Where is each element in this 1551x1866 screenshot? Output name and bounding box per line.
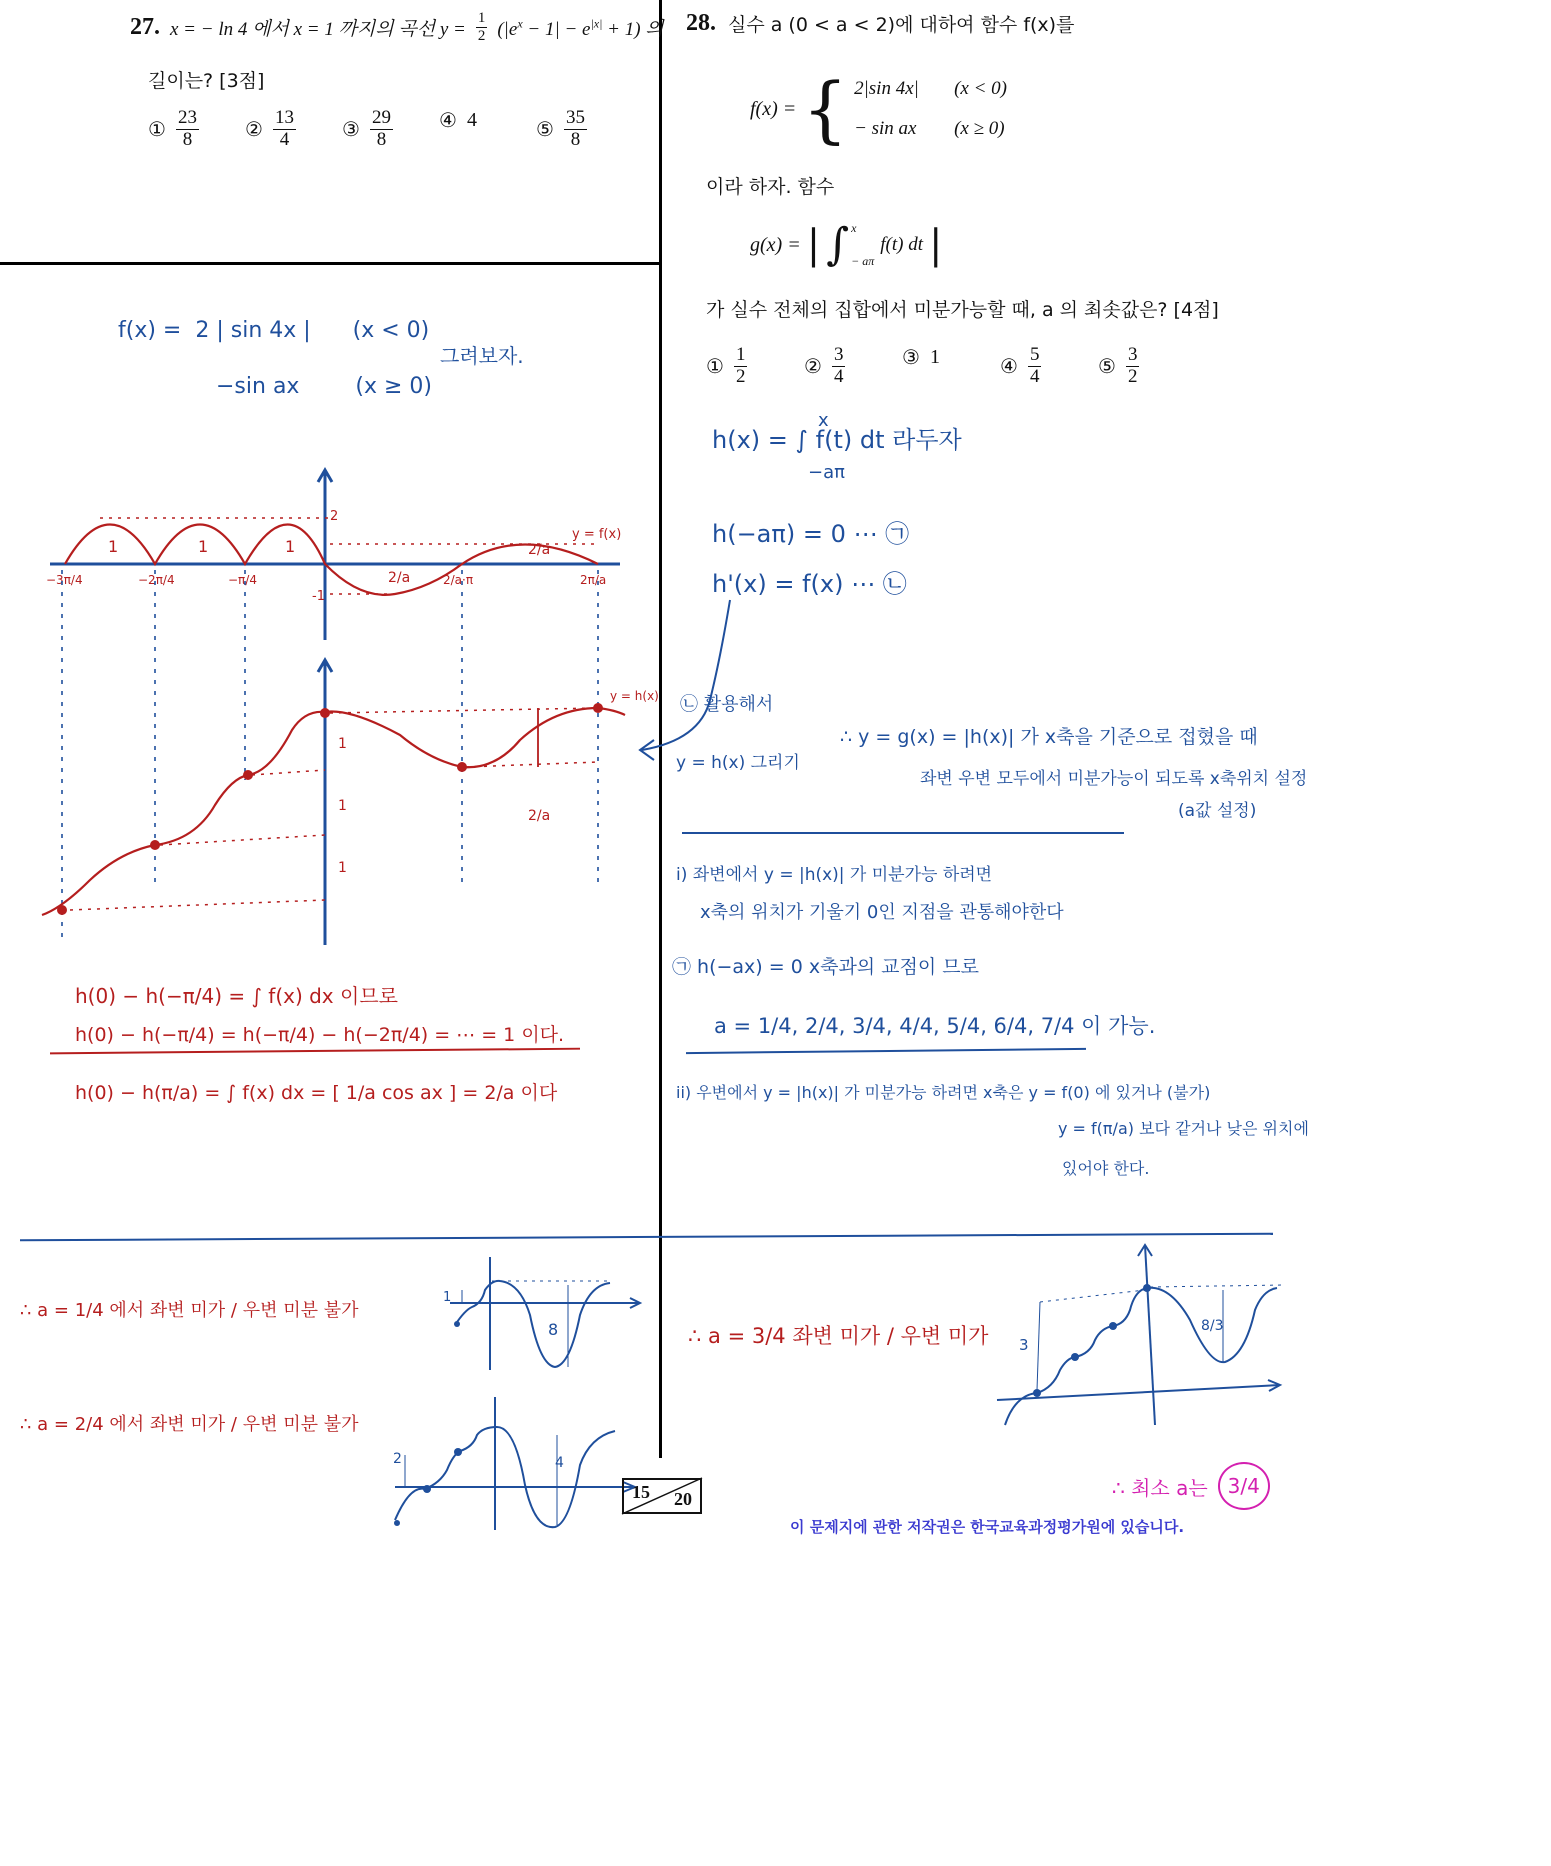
choice-3[interactable] [902,345,940,370]
q27-text-line2: 길이는? [3점] [148,70,265,92]
note-use: ㉡ 활용해서 [680,694,774,715]
choice-1[interactable] [148,108,199,151]
blue-divider-2 [686,1048,1086,1054]
f-cond2: (x ≥ 0) [954,118,1005,139]
choice-mark: ② [804,355,822,378]
choice-value: 4 [466,109,477,131]
choice-fraction: $\frac{1}{2}$ [735,344,746,387]
note-h-def: h(x) = ∫ f(t) dt 라두자 [712,426,962,454]
note-summary2: 좌변 우변 모두에서 미분가능이 되도록 x축위치 설정 [920,769,1308,789]
page-number-box [622,1478,702,1514]
note-eq3: h(0) − h(π/a) = ∫ f(x) dx = [ 1/a cos ax ] = 2/a 이다 [75,1082,558,1104]
graph-f-and-h [0,460,660,960]
q28-mid: 이라 하자. 함수 [706,176,835,198]
answer-circle: 3/4 [1218,1462,1270,1510]
center-divider-bottom [659,1238,662,1458]
red-divider [50,1048,580,1055]
note-case1-c: ㉠ h(−ax) = 0 x축과의 교점이 므로 [672,956,979,978]
note-eq2: h(0) − h(−π/4) = h(−π/4) − h(−2π/4) = ⋯ = 1 이다. [75,1024,565,1046]
choice-mark: ⑤ [536,118,554,141]
svg-text:2: 2 [393,1451,402,1467]
note-case1-b: x축의 위치가 기울기 0인 지점을 관통해야한다 [700,902,1064,923]
choice-fraction: $\frac{35}{8}$ [565,107,585,150]
f-tick-label: 2/a·π [443,573,474,587]
f-tick-label: −2π/4 [138,573,175,587]
left-horizontal-rule [0,262,662,265]
note-h-upper: x [818,410,829,431]
choice-3[interactable] [342,108,393,151]
q28-outro: 가 실수 전체의 집합에서 미분가능할 때, a 의 최솟값은? [4점] [706,299,1219,321]
final-answer: ∴ 최소 a는 3/4 [1112,1462,1270,1510]
svg-text:2/a: 2/a [388,570,411,586]
svg-text:1: 1 [338,798,347,814]
choice-mark: ② [245,118,263,141]
svg-text:1: 1 [285,537,296,556]
question-28 [686,10,1536,37]
note-case2-b: y = f(π/a) 보다 같거나 낮은 위치에 [1058,1119,1309,1138]
f-case1: 2|sin 4x| [854,78,919,99]
svg-text:3: 3 [1019,1336,1029,1354]
g-integrand: f(t) dt [880,234,923,255]
f-tick-label: −3π/4 [46,573,83,587]
choice-5[interactable] [536,108,587,151]
h-graph-label: y = h(x) [610,689,659,703]
question-number: 27. [130,13,160,40]
question-27 [130,10,664,93]
q28-f-definition [750,64,1034,154]
svg-text:-1: -1 [312,589,325,604]
choice-5[interactable] [1098,345,1139,388]
choice-mark: ④ [1000,355,1018,378]
page-total: 20 [674,1489,692,1509]
note-h-lower: −aπ [808,462,845,483]
g-lower: − aπ [851,254,875,268]
q28-g-definition: g(x) = | ∫ x − aπ f(t) dt | [750,219,943,270]
q27-frac: $\frac{1}{2}$ [477,10,486,44]
choice-fraction: $\frac{3}{2}$ [1127,344,1138,387]
choice-mark: ① [706,355,724,378]
note-case2-c: 있어야 한다. [1062,1159,1150,1178]
note-summary1: ∴ y = g(x) = |h(x)| 가 x축을 기준으로 접혔을 때 [840,726,1258,748]
choice-fraction: $\frac{29}{8}$ [371,107,391,150]
choice-2[interactable] [245,108,296,151]
choice-value: 1 [929,346,940,368]
q27-text-a: x = − ln 4 에서 x = 1 까지의 곡선 y = [170,18,466,40]
svg-text:4: 4 [555,1455,564,1471]
svg-text:1: 1 [443,1290,452,1305]
mini-graph-1 [440,1255,650,1385]
note-draw-hint: 그려보자. [440,344,524,368]
note-cond1: h(−aπ) = 0 ⋯ ㉠ [712,520,910,548]
mini-graph-3 [995,1240,1285,1430]
f-tick-label: −π/4 [228,573,257,587]
svg-text:2: 2 [330,509,339,524]
note-cond2: h'(x) = f(x) ⋯ ㉡ [712,570,907,598]
choice-mark: ③ [342,118,360,141]
choice-mark: ⑤ [1098,355,1116,378]
question-number: 28. [686,10,716,36]
note-bottom-left-2: ∴ a = 2/4 에서 좌변 미가 / 우변 미분 불가 [20,1414,359,1435]
blue-divider-1 [682,832,1124,834]
note-case2-a: ii) 우변에서 y = |h(x)| 가 미분가능 하려면 x축은 y = f(0) 에 있거나 (불가) [676,1083,1211,1102]
svg-text:1: 1 [338,736,347,752]
mini-graph-2 [385,1395,645,1535]
svg-text:8: 8 [548,1320,559,1339]
page-current: 15 [632,1482,650,1502]
svg-text:8/3: 8/3 [1201,1318,1224,1334]
choice-fraction: $\frac{3}{4}$ [833,344,844,387]
note-f-def-2: −sin ax (x ≥ 0) [216,374,432,399]
integral-icon: ∫ [826,219,850,270]
choice-4[interactable] [1000,345,1041,388]
f-cond1: (x < 0) [954,78,1007,99]
copyright: 이 문제지에 관한 저작권은 한국교육과정평가원에 있습니다. [790,1518,1185,1536]
choice-mark: ④ [439,110,457,132]
choice-fraction: $\frac{23}{8}$ [177,107,197,150]
arrow-to-left [630,600,750,760]
svg-text:2/a: 2/a [528,542,551,558]
note-bottom-right-1: ∴ a = 3/4 좌변 미가 / 우변 미가 [688,1324,989,1348]
note-case1-d: a = 1/4, 2/4, 3/4, 4/4, 5/4, 6/4, 7/4 이 가능. [714,1014,1156,1038]
note-draw-h: y = h(x) 그리기 [676,753,800,773]
svg-text:2/a: 2/a [528,808,551,824]
f-tick-label: 2π/a [580,573,607,587]
g-upper: x [851,221,857,235]
note-eq1: h(0) − h(−π/4) = ∫ f(x) dx 이므로 [75,984,398,1008]
area-label: 1 [108,537,119,556]
f-graph-label: y = f(x) [572,527,622,542]
svg-text:1: 1 [198,537,209,556]
choice-mark: ③ [902,347,920,369]
choice-2[interactable] [804,345,845,388]
note-f-def-1: f(x) = 2 | sin 4x | (x < 0) [118,318,430,343]
choice-mark: ① [148,118,166,141]
brace-icon: { [802,67,849,151]
note-case1-a: i) 좌변에서 y = |h(x)| 가 미분가능 하려면 [676,865,993,885]
choice-1[interactable] [706,345,747,388]
q27-text-b: $(|e^x - 1| - e^{|x|} + 1)$ 의 [497,16,664,40]
f-case2: − sin ax [854,118,917,139]
svg-text:1: 1 [338,860,347,876]
choice-fraction: $\frac{13}{4}$ [274,107,294,150]
g-label: g(x) = [750,233,801,256]
choice-4[interactable] [439,108,477,133]
note-bottom-left-1: ∴ a = 1/4 에서 좌변 미가 / 우변 미분 불가 [20,1300,359,1321]
choice-fraction: $\frac{5}{4}$ [1029,344,1040,387]
q28-intro: 실수 a (0 < a < 2)에 대하여 함수 f(x)를 [728,14,1075,36]
note-summary3: (a값 설정) [1178,801,1257,821]
f-label: f(x) = [750,97,797,120]
